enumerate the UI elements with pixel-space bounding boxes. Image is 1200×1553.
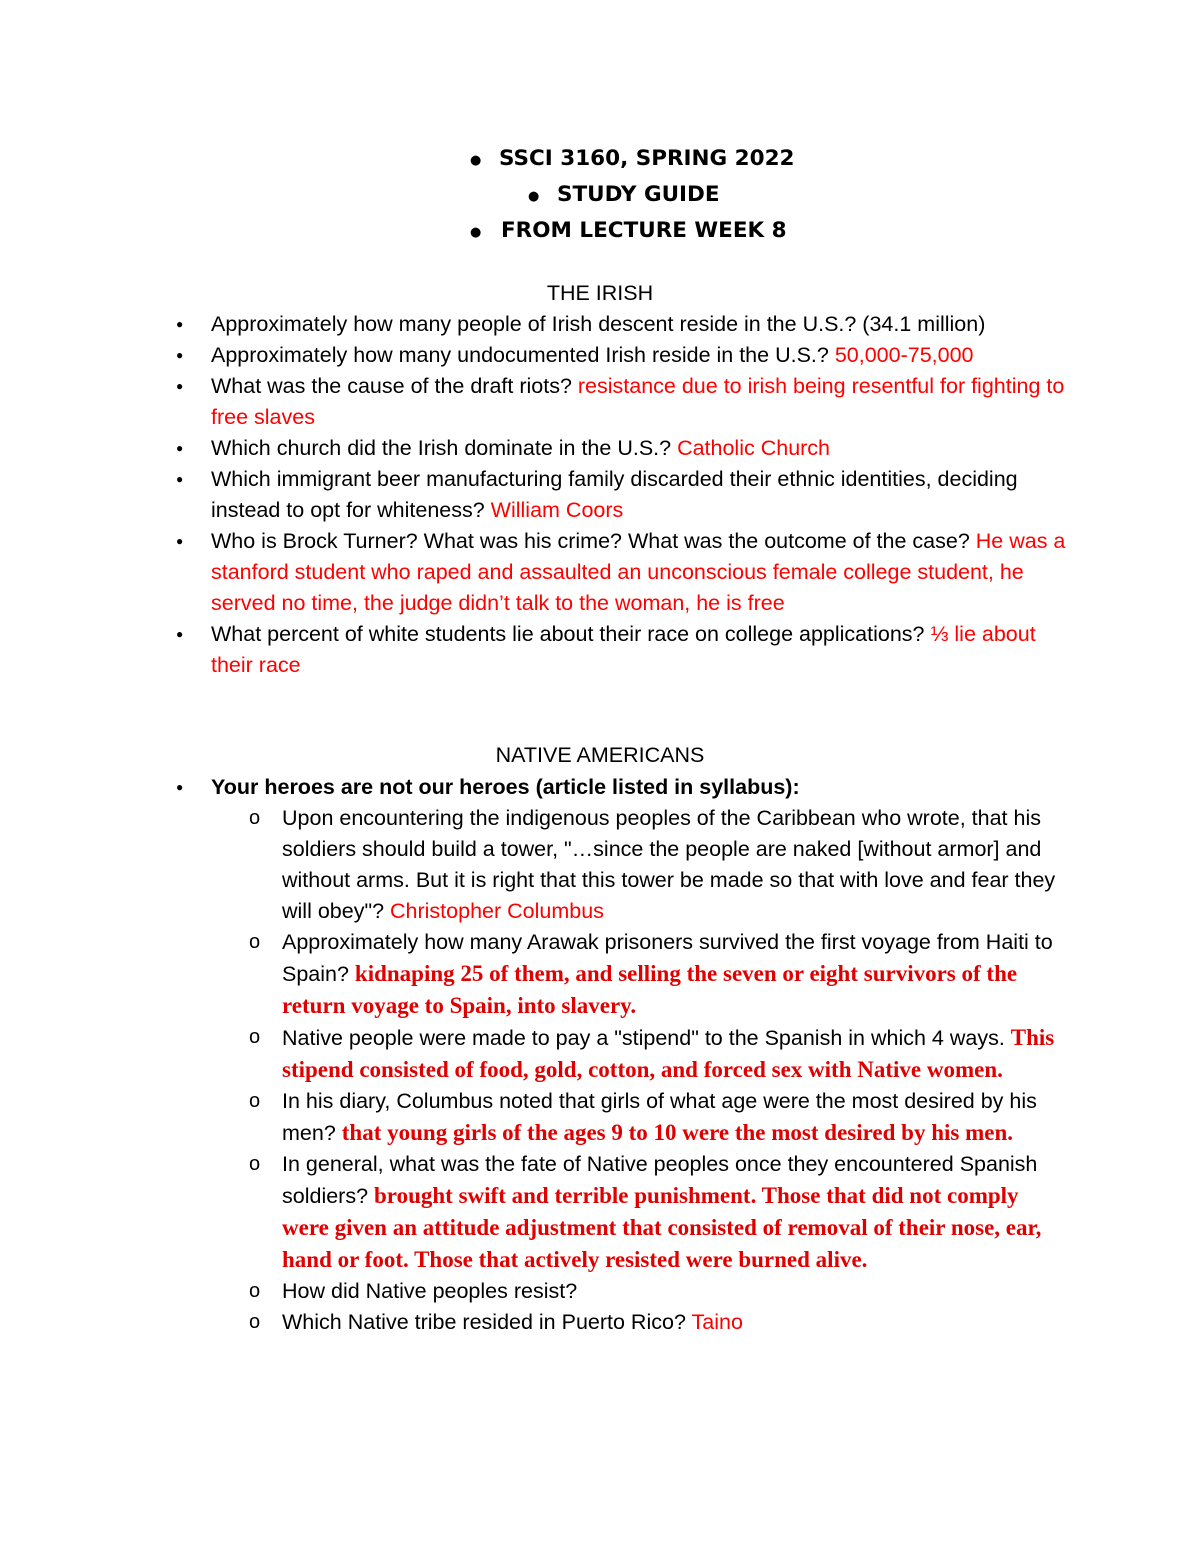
answer-text: brought swift and terrible punishment. Those that did not comply were given an attitude adjustment that consisted of removal of their nose, ear, hand or foot. Those that actively resisted were burned alive. xyxy=(282,1183,1042,1272)
bullet-icon: ● xyxy=(470,153,482,168)
question-text: What was the cause of the draft riots? xyxy=(211,374,578,398)
list-item xyxy=(0,340,1200,371)
question-text: How did Native peoples resist? xyxy=(282,1279,578,1303)
question-text: In his diary, Columbus noted that girls of what age were the most desired by his men? xyxy=(282,1089,1037,1145)
article-heading: Your heroes are not our heroes (article listed in syllabus): xyxy=(211,775,800,799)
bullet-icon: ● xyxy=(176,379,184,393)
circle-bullet-icon: o xyxy=(249,1026,261,1048)
answer-text: that young girls of the ages 9 to 10 were the most desired by his men. xyxy=(341,1120,1013,1145)
bullet-icon: ● xyxy=(176,317,184,331)
list-item xyxy=(0,464,1200,526)
header-line-course xyxy=(0,143,1200,179)
list-item-article xyxy=(0,772,1200,803)
answer-text: kidnaping 25 of them, and selling the seven or eight survivors of the return voyage to Spain, into slavery. xyxy=(282,961,1018,1018)
circle-bullet-icon: o xyxy=(249,1280,261,1302)
answer-text: 50,000-75,000 xyxy=(834,343,974,367)
circle-bullet-icon: o xyxy=(249,807,261,829)
question-text: Which Native tribe resided in Puerto Rico? xyxy=(282,1310,692,1334)
question-text: Approximately how many people of Irish descent reside in the U.S.? (34.1 million) xyxy=(211,312,986,336)
course-title: SSCI 3160, SPRING 2022 xyxy=(499,146,795,171)
week-title: FROM LECTURE WEEK 8 xyxy=(501,218,787,243)
bullet-icon: ● xyxy=(176,472,184,486)
question-text: Who is Brock Turner? What was his crime? What was the outcome of the case? xyxy=(211,529,976,553)
question-text: Approximately how many Arawak prisoners survived the first voyage from Haiti to Spain? xyxy=(282,930,1053,986)
native-question-list xyxy=(0,772,1200,1338)
question-text: Upon encountering the indigenous peoples of the Caribbean who wrote, that his soldiers should build a tower, "…since the people are naked [without armor] and without arms. But it is right that this tower be made so that with love and fear they will obey"? xyxy=(282,806,1056,923)
bullet-icon: ● xyxy=(176,627,184,641)
list-item xyxy=(0,309,1200,340)
circle-bullet-icon: o xyxy=(249,1090,261,1112)
list-item xyxy=(0,433,1200,464)
answer-text: William Coors xyxy=(490,498,624,522)
answer-text: ⅓ lie about their race xyxy=(211,622,1036,677)
bullet-icon: ● xyxy=(176,348,184,362)
question-text: What percent of white students lie about their race on college applications? xyxy=(211,622,931,646)
list-item xyxy=(0,371,1200,433)
answer-text: Christopher Columbus xyxy=(390,899,604,923)
guide-title: STUDY GUIDE xyxy=(557,182,720,207)
answer-text: resistance due to irish being resentful for fighting to free slaves xyxy=(211,374,1065,429)
question-text: Which immigrant beer manufacturing family discarded their ethnic identities, deciding instead to opt for whiteness? xyxy=(211,467,1018,522)
document-header xyxy=(0,143,1200,251)
list-item xyxy=(0,619,1200,681)
sub-list-item xyxy=(0,1086,1200,1149)
question-text: Native people were made to pay a "stipend" to the Spanish in which 4 ways. xyxy=(282,1026,1011,1050)
question-text: In general, what was the fate of Native peoples once they encountered Spanish soldiers? xyxy=(282,1152,1038,1208)
question-text: Which church did the Irish dominate in the U.S.? xyxy=(211,436,678,460)
bullet-icon: ● xyxy=(470,225,482,240)
circle-bullet-icon: o xyxy=(249,1153,261,1175)
header-line-guide xyxy=(0,179,1200,215)
answer-text: This stipend consisted of food, gold, cotton, and forced sex with Native women. xyxy=(282,1025,1055,1082)
bullet-icon: ● xyxy=(176,534,184,548)
bullet-icon: ● xyxy=(176,441,184,455)
circle-bullet-icon: o xyxy=(249,1311,261,1333)
section-title-irish: THE IRISH xyxy=(546,281,654,305)
sub-list-item xyxy=(0,1276,1200,1307)
irish-question-list xyxy=(0,309,1200,681)
answer-text: He was a stanford student who raped and assaulted an unconscious female college student, he served no time, the judge didn’t talk to the woman, he is free xyxy=(211,529,1066,615)
bullet-icon: ● xyxy=(528,189,540,204)
sub-list-item xyxy=(0,927,1200,1022)
answer-text: Taino xyxy=(691,1310,743,1334)
sub-list-item xyxy=(0,1149,1200,1276)
question-text: Approximately how many undocumented Irish reside in the U.S.? xyxy=(211,343,835,367)
circle-bullet-icon: o xyxy=(249,931,261,953)
section-title-native-americans: NATIVE AMERICANS xyxy=(495,743,705,767)
sub-list-item xyxy=(0,803,1200,927)
header-line-week xyxy=(0,215,1200,251)
list-item xyxy=(0,526,1200,619)
sub-list-item xyxy=(0,1022,1200,1086)
sub-list-item xyxy=(0,1307,1200,1338)
bullet-icon: ● xyxy=(176,780,184,794)
answer-text: Catholic Church xyxy=(677,436,831,460)
